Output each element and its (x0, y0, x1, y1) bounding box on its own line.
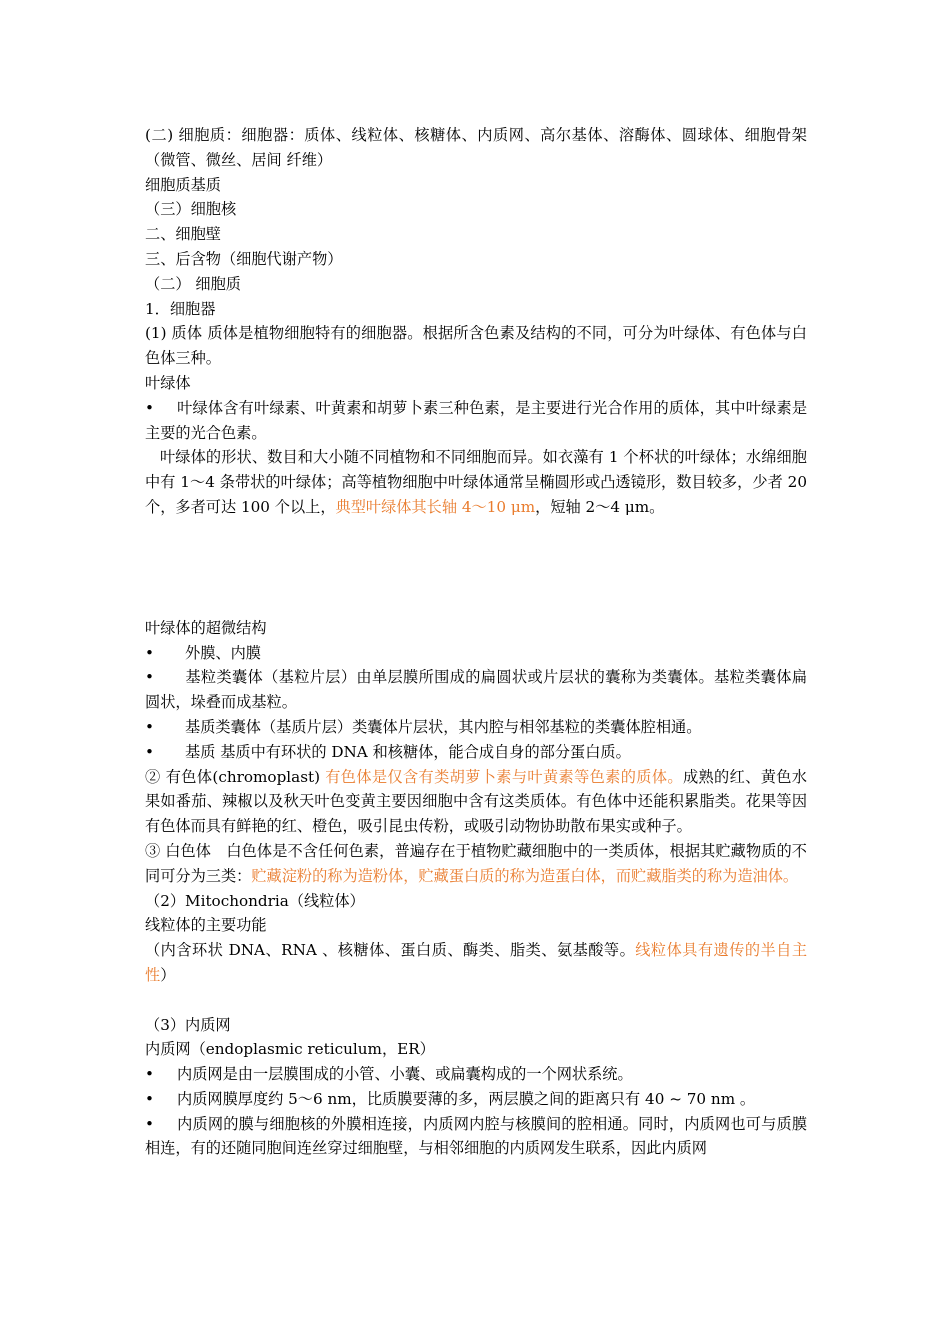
stroma-bullet (145, 740, 807, 765)
paragraph-text: ② 有色体(chromoplast) (145, 767, 326, 786)
paragraph-text: （内含环状 DNA、RNA 、核糖体、蛋白质、酶类、脂类、氨基酸等。 (145, 941, 636, 960)
er-definition-heading: 内质网（endoplasmic reticulum，ER） (145, 1040, 435, 1059)
highlighted-text: 有色体是仅含有类胡萝卜素与叶黄素等色素的质体。 (325, 767, 683, 786)
stroma-thylakoid-bullet (145, 715, 807, 740)
bullet: • (145, 717, 154, 736)
highlighted-text: 贮藏淀粉的称为造粉体，贮藏蛋白质的称为造蛋白体，而贮藏脂类的称为造油体。 (251, 866, 799, 885)
bullet: • (145, 1114, 154, 1133)
blank-space (145, 520, 807, 616)
grana-thylakoid-bullet (145, 665, 807, 715)
mitochondria-contents-paragraph (145, 938, 807, 988)
bullet: • (145, 668, 154, 687)
cytoplasm-organelles-line: (二) 细胞质：细胞器：质体、线粒体、核糖体、内质网、高尔基体、溶酶体、圆球体、细胞骨架（微管、微丝、居间 纤维） (145, 126, 807, 169)
er-thickness-bullet (145, 1087, 807, 1112)
ergastic-substances-line: 三、后含物（细胞代谢产物） (145, 249, 343, 268)
er-heading: （3）内质网 (145, 1015, 231, 1034)
cytoplasm-matrix-line: 细胞质基质 (145, 175, 221, 194)
organelles-heading: 1．细胞器 (145, 299, 216, 318)
bullet-text: 基质类囊体（基质片层）类囊体片层状，其内腔与相邻基粒的类囊体腔相通。 (185, 717, 702, 736)
bullet: • (145, 1089, 154, 1108)
bullet-text: 内质网是由一层膜围成的小管、小囊、或扁囊构成的一个网状系统。 (177, 1065, 633, 1084)
paragraph-text: ） (160, 965, 176, 984)
bullet: • (145, 742, 154, 761)
chloroplast-shape-paragraph (145, 445, 807, 519)
bullet: • (145, 643, 154, 662)
highlighted-text: 线粒体具有遗传的半自主性 (145, 941, 807, 984)
bullet-text: 基质 基质中有环状的 DNA 和核糖体，能合成自身的部分蛋白质。 (185, 742, 631, 761)
bullet: • (145, 398, 154, 417)
bullet-text: 基粒类囊体（基粒片层）由单层膜所围成的扁圆状或片层状的囊称为类囊体。基粒类囊体扁圆状，垛叠而成基粒。 (145, 668, 807, 712)
blank-line (145, 988, 807, 1013)
bullet-text: 外膜、内膜 (185, 643, 261, 662)
mitochondria-function-heading: 线粒体的主要功能 (145, 916, 267, 935)
chloroplast-heading: 叶绿体 (145, 373, 191, 392)
paragraph-text: ③ 白色体 白色体是不含任何色素，普遍存在于植物贮藏细胞中的一类质体，根据其贮藏物质的不同可分为三类： (145, 841, 807, 885)
bullet-text: 内质网的膜与细胞核的外膜相连接，内质网内腔与核膜间的腔相通。同时，内质网也可与质膜相连，有的还随同胞间连丝穿过细胞壁，与相邻细胞的内质网发生联系，因此内质网 (145, 1114, 807, 1158)
plastid-paragraph: (1) 质体 质体是植物细胞特有的细胞器。根据所含色素及结构的不同，可分为叶绿体、有色体与白色体三种。 (145, 324, 807, 368)
chloroplast-pigments-bullet (145, 396, 807, 446)
paragraph-text: 成熟的红、黄色水果如番茄、辣椒以及秋天叶色变黄主要因细胞中含有这类质体。有色体中还能积累脂类。花果等因有色体而具有鲜艳的红、橙色，吸引昆虫传粉，或吸引动物协助散布果实或种子。 (145, 767, 807, 836)
mitochondria-heading: （2）Mitochondria（线粒体） (145, 891, 365, 910)
leucoplast-paragraph (145, 839, 807, 889)
nucleus-line: （三）细胞核 (145, 200, 237, 219)
ultrastructure-heading: 叶绿体的超微结构 (145, 618, 267, 637)
highlighted-text: 典型叶绿体其长轴 4～10 μm (335, 497, 536, 516)
paragraph-text: 叶绿体的形状、数目和大小随不同植物和不同细胞而异。如衣藻有 1 个杯状的叶绿体；水绵细胞中有 1～4 条带状的叶绿体；高等植物细胞中叶绿体通常呈椭圆形或凸透镜形，数目较多，少者 20 个，多者可达 100 个以上， (145, 448, 807, 516)
membrane-bullet (145, 641, 807, 666)
cytoplasm-heading: （二） 细胞质 (145, 274, 241, 293)
paragraph-text: ，短轴 2～4 μm。 (535, 497, 665, 516)
er-structure-bullet (145, 1062, 807, 1087)
chromoplast-paragraph (145, 765, 807, 839)
bullet-text: 叶绿体含有叶绿素、叶黄素和胡萝卜素三种色素，是主要进行光合作用的质体，其中叶绿素是主要的光合色素。 (145, 398, 807, 442)
er-connection-bullet (145, 1112, 807, 1162)
bullet: • (145, 1065, 154, 1084)
bullet-text: 内质网膜厚度约 5～6 nm，比质膜要薄的多，两层膜之间的距离只有 40 ~ 70 nm 。 (177, 1089, 756, 1108)
cell-wall-line: 二、细胞壁 (145, 225, 221, 244)
document-body (145, 123, 807, 1161)
